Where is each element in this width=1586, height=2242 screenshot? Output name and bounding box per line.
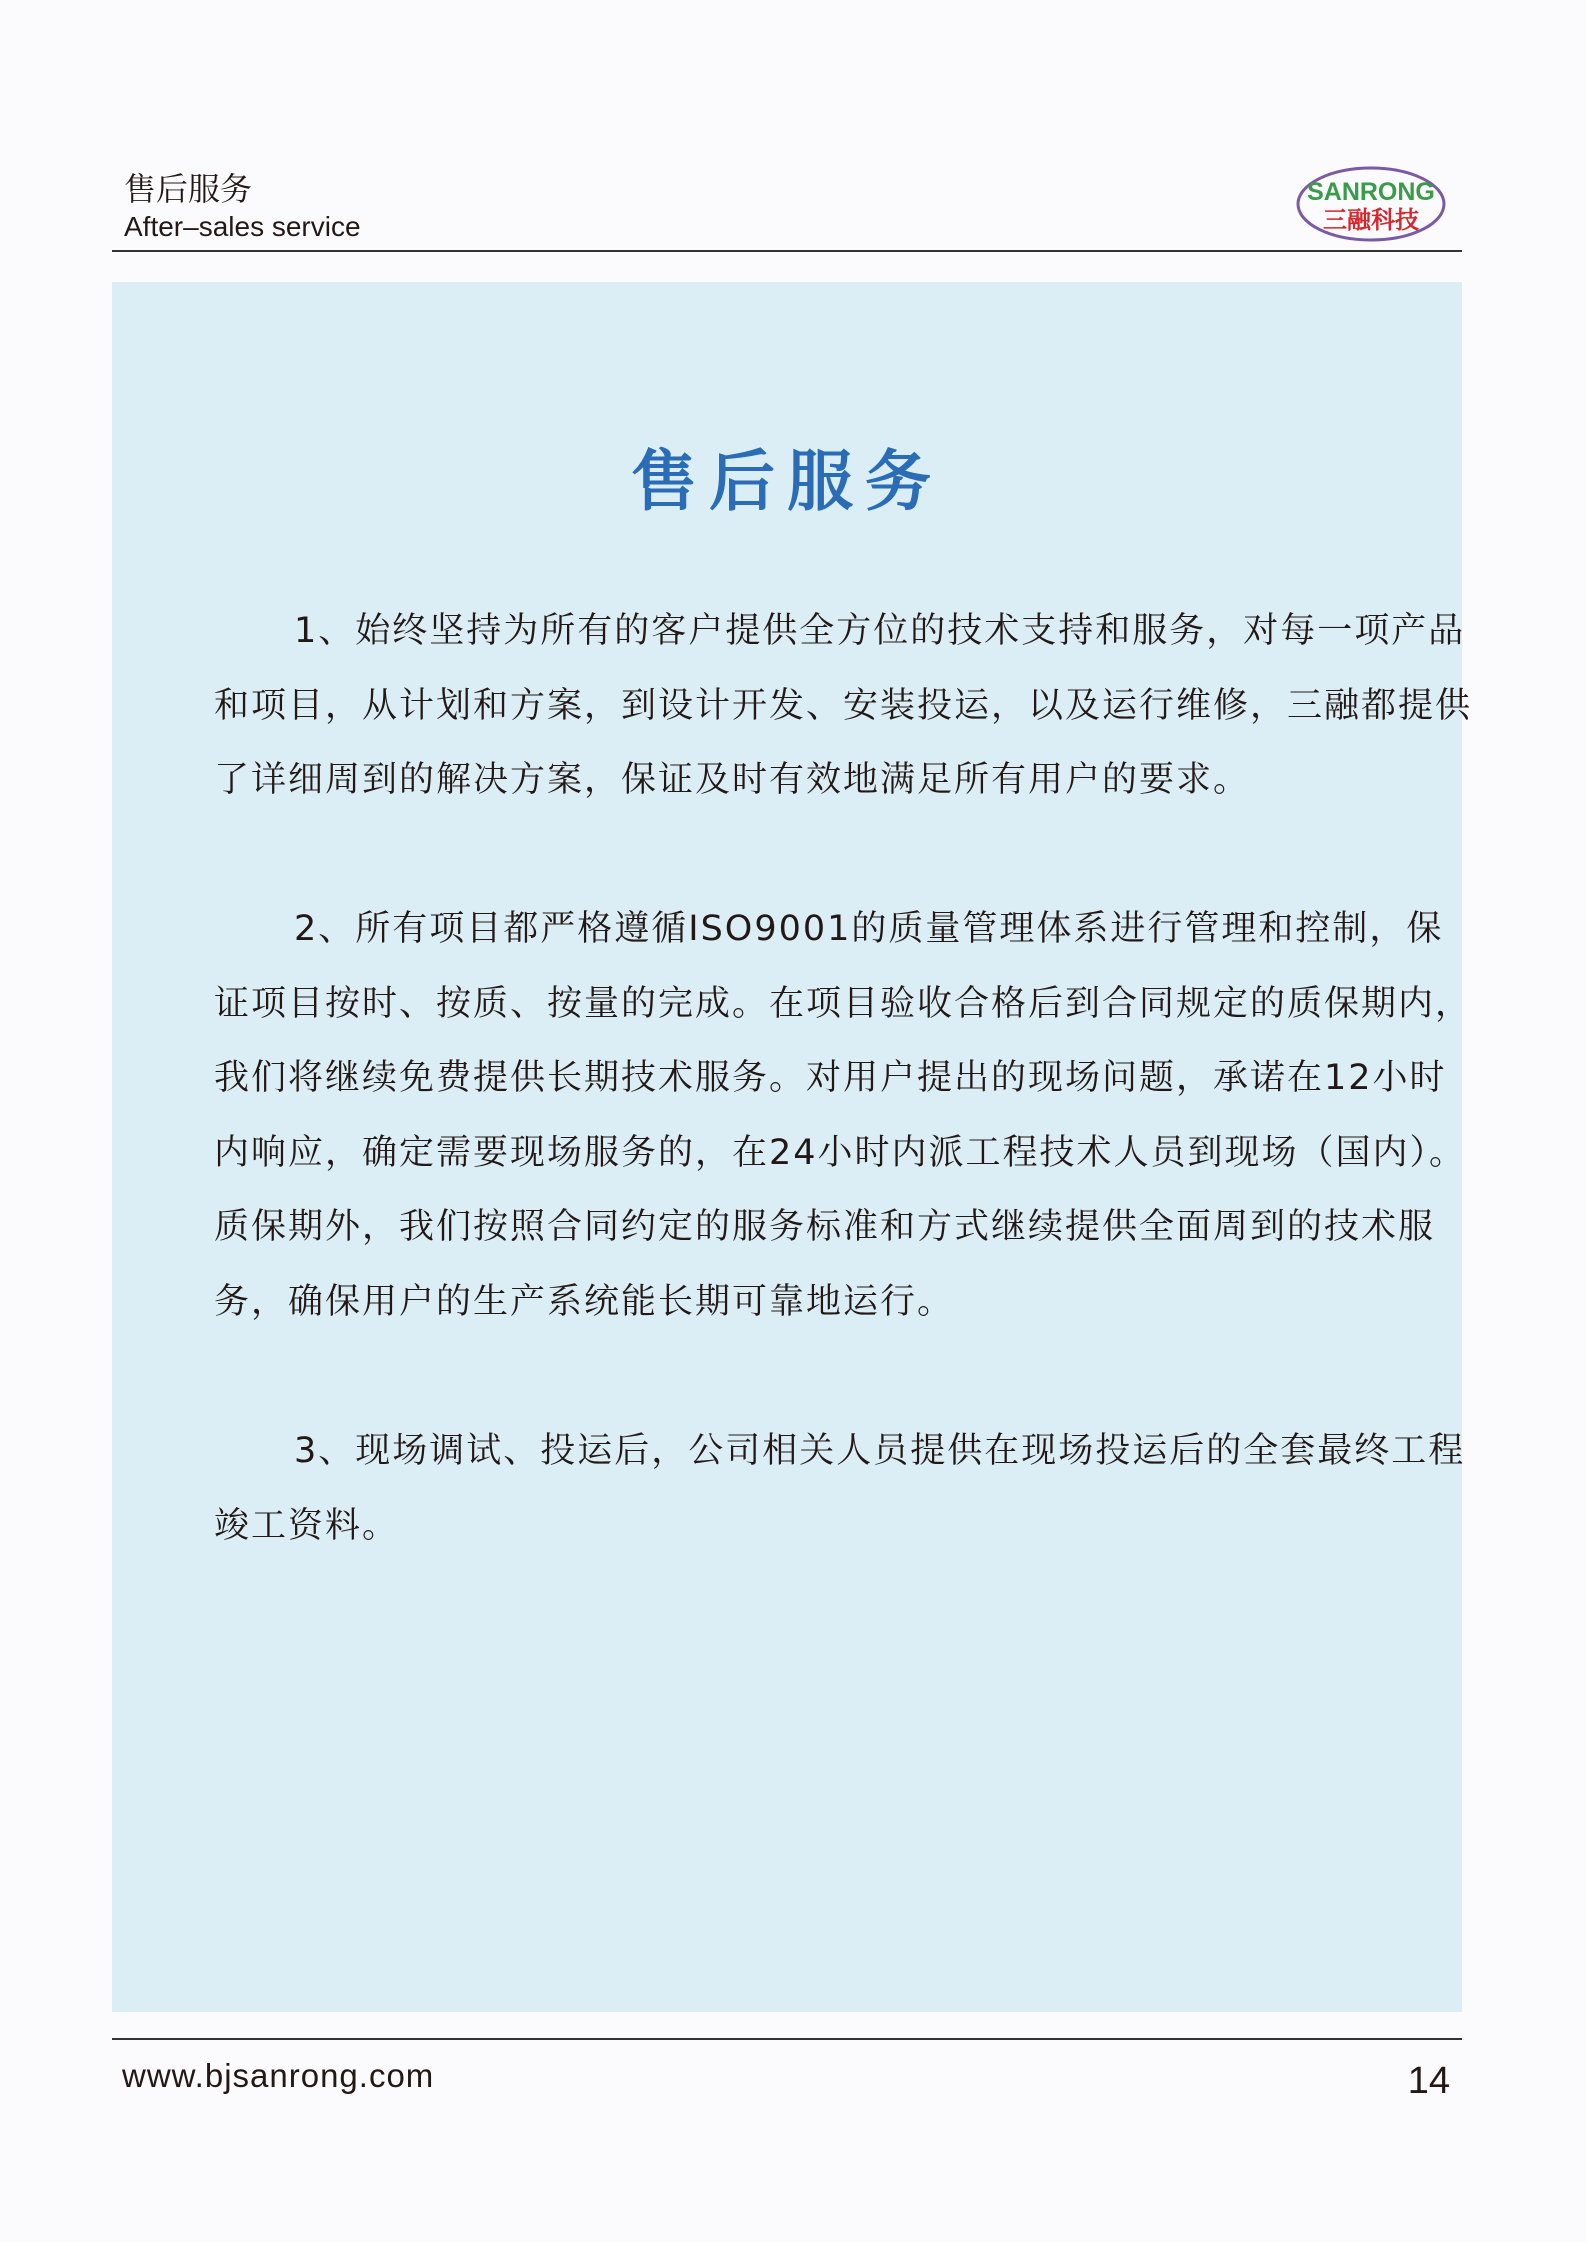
paragraph-2: 2、所有项目都严格遵循ISO9001的质量管理体系进行管理和控制，保证项目按时、按质、按量的完成。在项目验收合格后到合同规定的质保期内，我们将继续免费提供长期技术服务。对用户提出的现场问题，承诺在12小时内响应，确定需要现场服务的，在24小时内派工程技术人员到现场（国内）。质保期外，我们按照合同约定的服务标准和方式继续提供全面周到的技术服务，确保用户的生产系统能长期可靠地运行。 bbox=[214, 909, 1472, 1322]
panel-body bbox=[214, 594, 1472, 1563]
company-logo bbox=[1294, 162, 1448, 246]
content-panel bbox=[112, 282, 1472, 2012]
logo-text-cn: 三融科技 bbox=[1323, 206, 1419, 234]
paragraph-1: 1、始终坚持为所有的客户提供全方位的技术支持和服务，对每一项产品和项目，从计划和方案，到设计开发、安装投运，以及运行维修，三融都提供了详细周到的解决方案，保证及时有效地满足所有用户的要求。 bbox=[214, 611, 1472, 800]
paragraph-3: 3、现场调试、投运后，公司相关人员提供在现场投运后的全套最终工程竣工资料。 bbox=[214, 1431, 1466, 1546]
page-header bbox=[112, 168, 1462, 252]
header-title-cn: 售后服务 bbox=[124, 170, 253, 208]
logo-text-en: SANRONG bbox=[1307, 178, 1435, 206]
header-title-en: After–sales service bbox=[124, 211, 361, 242]
header-divider bbox=[112, 250, 1462, 252]
panel-title: 售后服务 bbox=[631, 443, 943, 520]
page-number: 14 bbox=[1407, 2060, 1450, 2102]
footer-divider bbox=[112, 2038, 1462, 2040]
website-url: www.bjsanrong.com bbox=[122, 2057, 435, 2094]
